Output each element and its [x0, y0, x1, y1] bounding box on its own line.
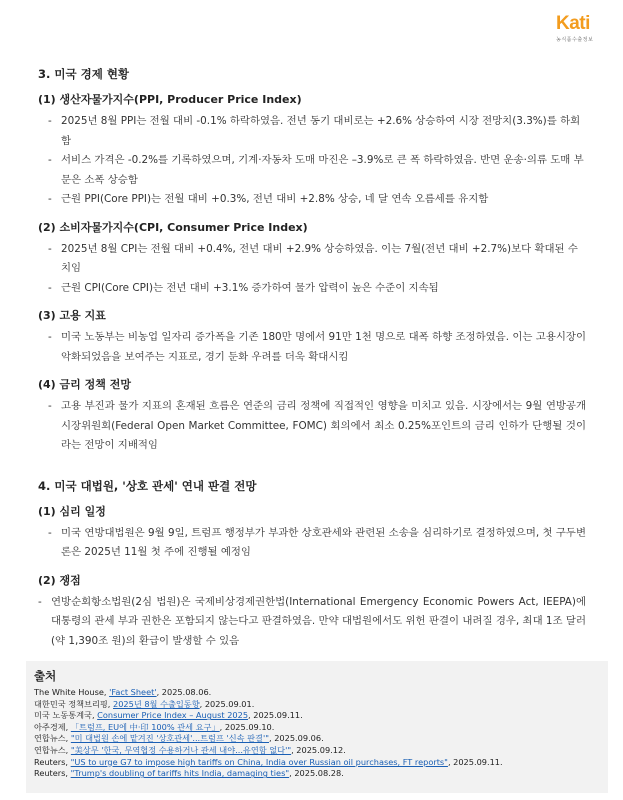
source-date: , 2025.08.06. — [156, 687, 212, 697]
source-date: , 2025.08.28. — [289, 768, 344, 779]
issue-list — [38, 593, 586, 652]
rates-title: (4) 금리 정책 전망 — [38, 378, 131, 391]
source-item — [34, 757, 608, 769]
sources-box — [26, 661, 608, 793]
source-link[interactable]: 'Fact Sheet' — [109, 687, 157, 697]
employment-list — [38, 328, 586, 367]
logo-wordmark: Kati — [556, 13, 590, 34]
source-item — [34, 687, 608, 699]
cpi-list — [38, 240, 586, 299]
section3-title: 3. 미국 경제 현황 — [38, 67, 130, 81]
list-item: - 2025년 8월 PPI는 전월 대비 -0.1% 하락하였음. 전년 동기 대비로는 +2.6% 상승하여 시장 전망치(3.3%)를 하회함 — [38, 112, 586, 151]
source-link[interactable]: 「트럼프, EU에 中·印 100% 관세 요구」 — [70, 721, 220, 732]
source-publisher: 연합뉴스, — [34, 733, 71, 744]
schedule-title: (1) 심리 일정 — [38, 504, 106, 518]
source-date: , 2025.09.01. — [199, 698, 255, 709]
rates-list — [38, 397, 586, 456]
cpi-title: (2) 소비자물가지수(CPI, Consumer Price Index) — [38, 220, 308, 234]
source-date: , 2025.09.06. — [269, 733, 324, 744]
source-item — [34, 710, 608, 722]
ppi-list — [38, 112, 586, 210]
list-item: - 2025년 8월 CPI는 전월 대비 +0.4%, 전년 대비 +2.9% 상승하였음. 이는 7월(전년 대비 +2.7%)보다 확대된 수치임 — [38, 240, 586, 279]
source-publisher: 대한민국 정책브리핑, — [34, 698, 113, 709]
list-item: - 연방순회항소법원(2심 법원)은 국제비상경제권한법(International Emergency Economic Powers Act, IEEPA)에 대통령의 관세 부과 권한은 포함되지 않는다고 판결하였음. 만약 대법원에서도 위헌 판결이 내려질 경우, 최대 1조 달러(약 1,390조 원)의 환급이 발생할 수 있음 — [38, 593, 586, 652]
list-item: - 미국 노동부는 비농업 일자리 증가폭을 기존 180만 명에서 91만 1천 명으로 대폭 하향 조정하였음. 이는 고용시장이 악화되었음을 보여주는 지표로, 경기 둔화 우려를 더욱 확대시킴 — [38, 328, 586, 367]
list-item: - 근원 CPI(Core CPI)는 전년 대비 +3.1% 증가하여 물가 압력이 높은 수준이 지속됨 — [38, 279, 586, 299]
employment-title: (3) 고용 지표 — [38, 309, 106, 322]
source-link[interactable]: "美상무 '한국, 무역협정 수용하거나 관세 내야...유연함 없다'" — [70, 744, 292, 755]
source-publisher: Reuters, — [34, 756, 71, 767]
source-date: , 2025.09.11. — [447, 756, 503, 767]
schedule-list — [38, 524, 586, 563]
source-link[interactable]: "미 대법원 손에 맡겨진 '상호관세'...트럼프 '신속 판결'" — [70, 733, 269, 744]
source-date: , 2025.09.12. — [291, 744, 346, 755]
source-item — [34, 722, 608, 734]
source-link[interactable]: 2025년 8월 수출입동향 — [113, 698, 200, 709]
source-item — [34, 699, 608, 711]
source-item — [34, 768, 608, 780]
source-link[interactable]: Consumer Price Index – August 2025 — [97, 710, 249, 721]
source-item — [34, 745, 608, 757]
issue-title: (2) 쟁점 — [38, 573, 81, 587]
section4-title: 4. 미국 대법원, '상호 관세' 연내 판결 전망 — [38, 478, 257, 493]
list-item: - 미국 연방대법원은 9월 9일, 트럼프 행정부가 부과한 상호관세와 관련된 소송을 심리하기로 결정하였으며, 첫 구두변론은 2025년 11월 첫 주에 진행될 예정임 — [38, 524, 586, 563]
source-publisher: 아주경제, — [34, 721, 71, 732]
source-publisher: 연합뉴스, — [34, 744, 71, 755]
ppi-title: (1) 생산자물가지수(PPI, Producer Price Index) — [38, 93, 302, 106]
source-item — [34, 733, 608, 745]
list-item: - 고용 부진과 물가 지표의 혼재된 흐름은 연준의 금리 정책에 직접적인 영향을 미치고 있음. 시장에서는 9월 연방공개시장위원회(Federal Open Market Committee, FOMC) 회의에서 최소 0.25%포인트의 금리 인하가 단행될 것이라는 전망이 지배적임 — [38, 397, 586, 456]
source-publisher: 미국 노동통계국, — [34, 710, 98, 721]
source-publisher: The White House, — [34, 687, 110, 697]
source-date: , 2025.09.10. — [219, 721, 275, 732]
sources-title: 출처 — [34, 669, 57, 683]
kati-logo — [556, 14, 612, 54]
source-publisher: Reuters, — [34, 768, 71, 779]
source-link[interactable]: "US to urge G7 to impose high tariffs on China, India over Russian oil purchases, FT reports" — [70, 756, 448, 767]
list-item: - 서비스 가격은 -0.2%를 기록하였으며, 기계·자동차 도매 마진은 –3.9%로 큰 폭 하락하였음. 반면 운송·의류 도매 부문은 소폭 상승함 — [38, 151, 586, 190]
document-body — [38, 66, 586, 661]
source-link[interactable]: "Trump's doubling of tariffs hits India, damaging ties" — [70, 768, 290, 779]
list-item: - 근원 PPI(Core PPI)는 전월 대비 +0.3%, 전년 대비 +2.8% 상승, 네 달 연속 오름세를 유지함 — [38, 190, 586, 210]
source-date: , 2025.09.11. — [248, 710, 303, 721]
logo-subtitle: 농식품수출정보 — [556, 37, 594, 43]
